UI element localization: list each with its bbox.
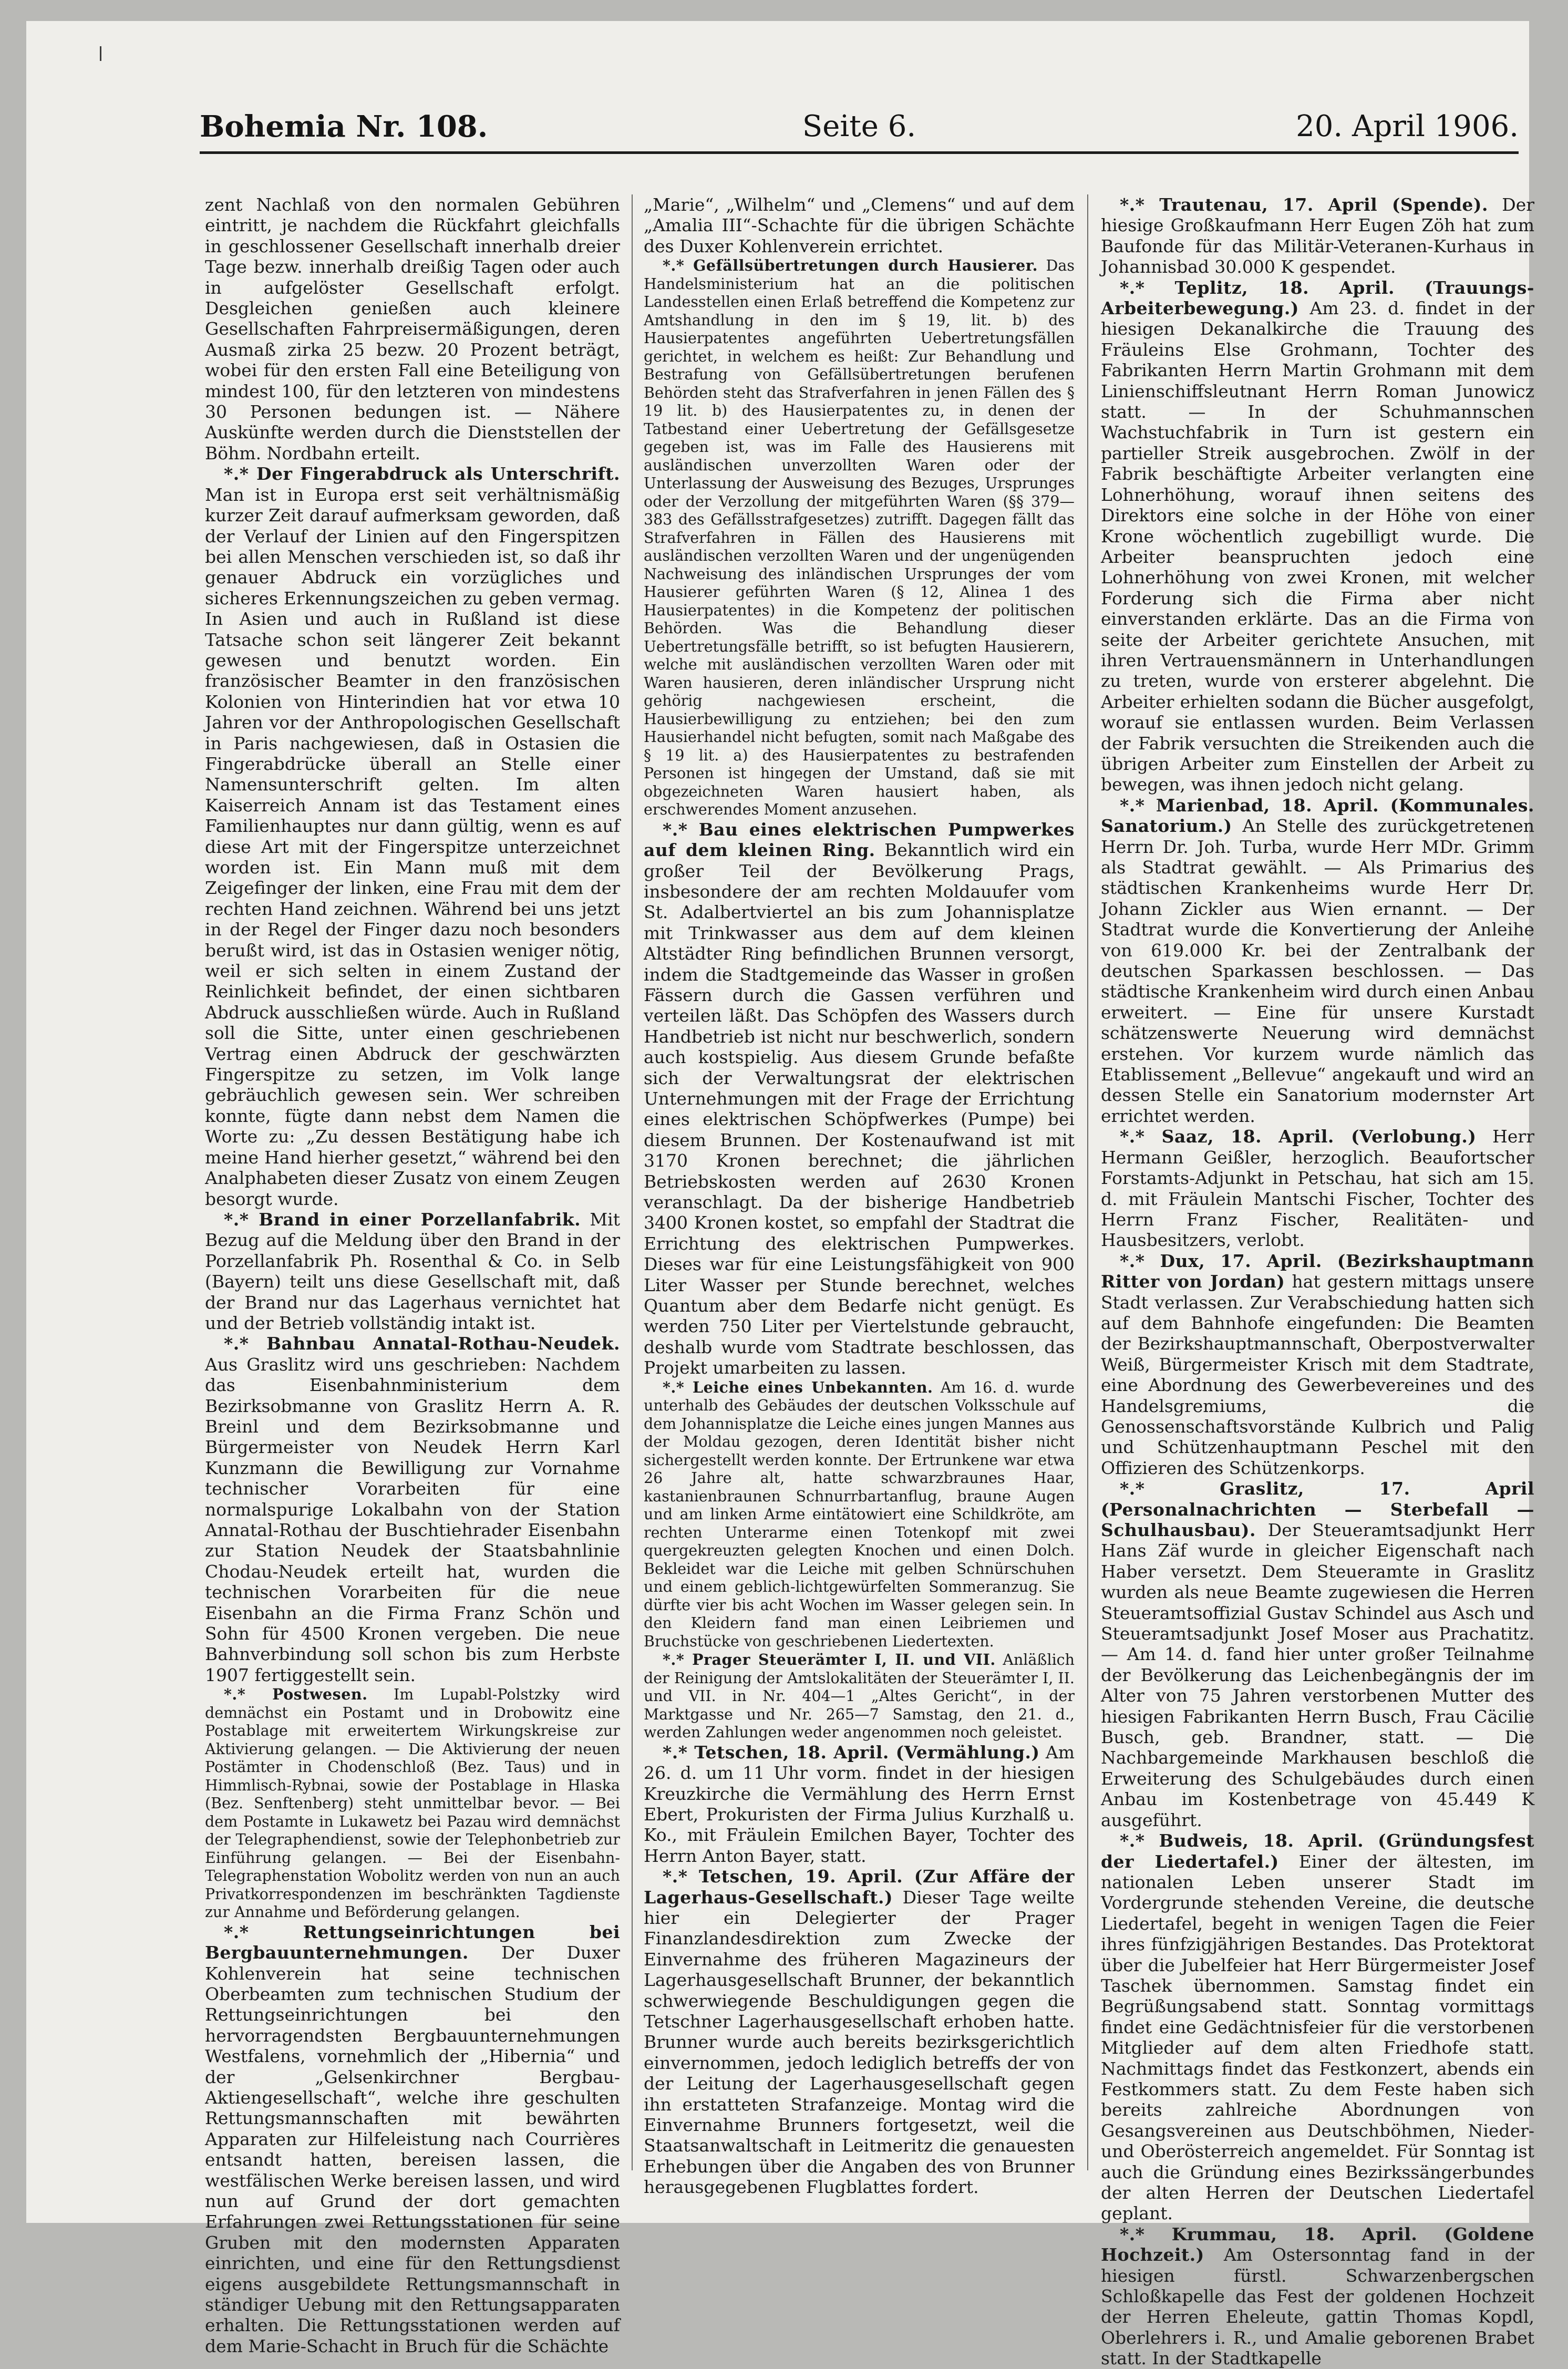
article-paragraph [1101, 194, 1534, 277]
article-headline: *.* Saaz, 18. April. (Verlobung.) [1120, 1126, 1477, 1147]
article-body: Aus Graslitz wird uns geschrieben: Nachdem das Eisenbahnministerium dem Bezirksobmanne von Graslitz Herrn A. R. Breinl und dem Bezirksobmanne und Bürgermeister von Neudek Herrn Karl Kunzmann die Bewilligung zur Vornahme technischer Vorarbeiten für eine normalspurige Lokalbahn von der Station Annatal-Rothau der Buschtiehrader Eisenbahn zur Station Neudek der Staatsbahnlinie Chodau-Neudek erteilt hat, wurden die technischen Vorarbeiten für die neue Eisenbahn an die Firma Franz Schön und Sohn für 4500 Kronen vergeben. Die neue Bahnverbindung soll schon bis zum Herbste 1907 fertiggestellt sein. [205, 1354, 620, 1685]
article-paragraph [1101, 1251, 1534, 1478]
margin-mark [100, 46, 101, 61]
issue-date: 20. April 1906. [1296, 109, 1519, 143]
article-headline: *.* Marienbad, 18. April. (Kommunales. Sanatorium.) [1101, 795, 1534, 837]
article-body: Am 26. d. um 11 Uhr vorm. findet in der hiesigen Kreuzkirche die Vermählung des Herrn Ernst Ebert, Prokuristen der Firma Julius Kurzhalß u. Ko., mit Fräulein Emilchen Bayer, Tochter des Herrn Anton Bayer, statt. [644, 1742, 1075, 1866]
newspaper-title: Bohemia Nr. 108. [200, 109, 488, 144]
article-paragraph [644, 1378, 1075, 1651]
newspaper-page [26, 21, 1534, 2369]
article-headline: *.* Postwesen. [224, 1685, 368, 1704]
article-body: An Stelle des zurückgetretenen Herrn Dr. Joh. Turba, wurde Herr MDr. Grimm als Stadtrat gewählt. — Als Primarius des städtischen Krankenheims wurde Herr Dr. Johann Zickler aus Wien ernannt. — Der Stadtrat wurde die Konvertierung der Anleihe von 619.000 Kr. bei der Zentralbank der deutschen Sparkassen beschlossen. — Das städtische Krankenheim wird durch einen Anbau erweitert. — Eine für unsere Kurstadt schätzenswerte Neuerung wird demnächst erstehen. Vor kurzem wurde nämlich das Etablissement „Bellevue“ angekauft und wird an dessen Stelle ein Sanatorium modernster Art errichtet werden. [1101, 816, 1534, 1126]
article-headline: *.* Krummau, 18. April. (Goldene Hochzeit.) [1101, 2223, 1534, 2265]
article-body: Herr Hermann Geißler, herzoglich. Beaufortscher Forstamts-Adjunkt in Petschau, hat sich am 15. d. mit Fräulein Mantschi Fischer, Tochter des Herrn Franz Fischer, Realitäten- und Hausbesitzers, verlobt. [1101, 1126, 1534, 1251]
column-right [1101, 194, 1534, 2369]
page-number: Seite 6. [802, 109, 916, 143]
article-headline: *.* Tetschen, 18. April. (Vermählung.) [663, 1742, 1040, 1763]
article-headline: *.* Graslitz, 17. April (Personalnachrichten — Sterbefall — Schulhausbau). [1101, 1478, 1534, 1540]
column-middle [644, 194, 1075, 2198]
article-body: Einer der ältesten, im nationalen Leben unserer Stadt im Vordergrunde stehenden Vereine, die deutsche Liedertafel, begeht in wenigen Tagen die Feier ihres fünfzigjährigen Bestandes. Das Protektorat über die Jubelfeier hat Herr Bürgermeister Josef Taschek übernommen. Samstag findet ein Begrüßungsabend statt. Sonntag vormittags findet eine Gedächtnisfeier für die verstorbenen Mitglieder auf dem alten Friedhofe statt. Nachmittags findet das Festkonzert, abends ein Festkommers statt. Zu dem Feste haben sich bereits zahlreiche Abordnungen von Gesangsvereinen aus Deutschböhmen, Nieder- und Oberösterreich angemeldet. Für Sonntag ist auch die Gründung eines Bezirkssängerbundes der alten Herren der Deutschen Liedertafel geplant. [1101, 1851, 1534, 2224]
article-paragraph [205, 1922, 620, 2357]
article-headline: *.* Leiche eines Unbekannten. [663, 1378, 933, 1396]
article-headline: *.* Bau eines elektrischen Pumpwerkes auf dem kleinen Ring. [644, 819, 1075, 861]
article-paragraph [1101, 2224, 1534, 2369]
article-paragraph [205, 1685, 620, 1922]
article-paragraph [644, 256, 1075, 819]
article-paragraph [644, 1742, 1075, 1866]
article-body: Anläßlich der Reinigung der Amtslokalitäten der Steuerämter I, II. und VII. in Nr. 404—1 „Altes Gericht“, in der Marktgasse und Nr. 265—7 Samstag, den 21. d., werden Zahlungen weder angenommen noch geleistet. [644, 1651, 1075, 1742]
article-headline: *.* Rettungseinrichtungen bei Bergbauunternehmungen. [205, 1921, 620, 1963]
article-paragraph [205, 1333, 620, 1685]
article-headline: *.* Dux, 17. April. (Bezirkshauptmann Ritter von Jordan) [1101, 1250, 1534, 1292]
article-body: Der hiesige Großkaufmann Herr Eugen Zöh hat zum Baufonde für das Militär-Veteranen-Kurhaus in Johannisbad 30.000 K gespendet. [1101, 194, 1534, 277]
article-paragraph [644, 819, 1075, 1378]
article-headline: *.* Tetschen, 19. April. (Zur Affäre der Lagerhaus-Gesellschaft.) [644, 1866, 1075, 1908]
column-divider [1087, 194, 1088, 2170]
article-body: Am Ostersonntag fand in der hiesigen fürstl. Schwarzenbergschen Schloßkapelle das Fest der goldenen Hochzeit der Herren Eheleute, gattin Thomas Kopdl, Oberlehrers i. R., und Amalie geborenen Brabet statt. In der Stadtkapelle [1101, 2244, 1534, 2369]
article-body: Am 16. d. wurde unterhalb des Gebäudes der deutschen Volksschule auf dem Johannisplatze die Leiche eines jungen Mannes aus der Moldau gezogen, deren Identität bisher nicht sichergestellt werden konnte. Der Ertrunkene war etwa 26 Jahre alt, hatte schwarzbraunes Haar, kastanienbraunen Schnurrbartanflug, braune Augen und am linken Arme eintätowiert eine Schildkröte, am rechten Unterarme einen Totenkopf mit zwei quergekreuzten gelegten Knochen und einen Dolch. Bekleidet war die Leiche mit gelben Schnürschuhen und einem geblich-lichtgewürfelten Sommeranzug. Sie dürfte vier bis acht Wochen im Wasser gelegen sein. In den Kleidern fand man einen Leibriemen und Bruchstücke von geschriebenen Liedertexten. [644, 1378, 1075, 1650]
column-divider [632, 194, 633, 2170]
article-paragraph [644, 1866, 1075, 2198]
article-body: zent Nachlaß von den normalen Gebühren eintritt, je nachdem die Rückfahrt gleichfalls in geschlossener Gesellschaft innerhalb dreier Tage bezw. innerhalb dreißig Tagen oder auch in aufgelöster Gesellschaft erfolgt. Desgleichen genießen auch kleinere Gesellschaften Fahrpreisermäßigungen, deren Ausmaß zirka 25 bezw. 20 Prozent beträgt, wobei für den ersten Fall eine Beteiligung von mindest 100, für den letzteren von mindestens 30 Personen bedungen ist. — Nähere Auskünfte werden durch die Dienststellen der Böhm. Nordbahn erteilt. [205, 194, 620, 464]
article-body: Mit Bezug auf die Meldung über den Brand in der Porzellanfabrik Ph. Rosenthal & Co. in Selb (Bayern) teilt uns diese Gesellschaft mit, daß der Brand nur das Lagerhaus vernichtet hat und der Betrieb vollständig intakt ist. [205, 1209, 620, 1333]
article-paragraph [1101, 1478, 1534, 1830]
article-body: Das Handelsministerium hat an die politischen Landesstellen einen Erlaß betreffend die Kompetenz zur Amtshandlung in den im § 19, lit. b) des Hausierpatentes angeführten Uebertretungsfällen gerichtet, in welchem es heißt: Zur Behandlung und Bestrafung von Gefällsübertretungen berufenen Behörden steht das Strafverfahren in jenen Fällen des § 19 lit. b) des Hausierpatentes zu, in denen der Tatbestand einer Uebertretung der Gefällsgesetze gegeben ist, was im Falle des Hausierens mit ausländischen unverzollten Waren oder der Unterlassung der Ausweisung des Bezuges, Ursprunges oder der Verzollung der mitgeführten Waren (§§ 379—383 des Gefällsstrafgesetzes) zutrifft. Dagegen fällt das Strafverfahren in Fällen des Hausierens mit ausländischen verzollten Waren und der ungenügenden Nachweisung des inländischen Ursprunges der vom Hausierer geführten Waren (§ 12, Alinea 1 des Hausierpatentes) in die Kompetenz der politischen Behörden. Was die Behandlung dieser Uebertretungsfälle betrifft, so ist befugten Hausierern, welche mit ausländischen verzollten Waren oder mit Waren hausieren, deren inländischer Ursprung nicht gehörig nachgewiesen erscheint, die Hausierbewilligung zu entziehen; bei den zum Hausierhandel nicht befugten, somit nach Maßgabe des § 19 lit. a) des Hausierpatentes zu bestrafenden Personen ist hingegen der Umstand, daß sie mit obgezeichneten Waren hausiert haben, als erschwerendes Moment anzusehen. [644, 257, 1075, 819]
article-headline: *.* Gefällsübertretungen durch Hausierer. [663, 256, 1038, 275]
article-body: Im Lupabl-Polstzky wird demnächst ein Postamt und in Drobowitz eine Postablage mit erweitertem Wirkungskreise zur Aktivierung gelangen. — Die Aktivierung der neuen Postämter in Chodenschloß (Bez. Taus) und in Himmlisch-Rybnai, sowie der Postablage in Hlaska (Bez. Senftenberg) steht unmittelbar bevor. — Bei dem Postamte in Lukawetz bei Pazau wird demnächst der Telegraphendienst, sowie der Telephonbetrieb zur Einführung gelangen. — Bei der Eisenbahn-Telegraphenstation Wobolitz werden von nun an auch Privatkorrespondenzen im beschränkten Tagdienste zur Annahme und Beförderung gelangen. [205, 1686, 621, 1921]
article-body: Man ist in Europa erst seit verhältnismäßig kurzer Zeit darauf aufmerksam geworden, daß der Verlauf der Linien auf den Fingerspitzen bei allen Menschen verschieden ist, so daß ihr genauer Abdruck ein vorzügliches und sicheres Erkennungszeichen zu geben vermag. In Asien und auch in Rußland ist diese Tatsache schon seit längerer Zeit bekannt gewesen und benutzt worden. Ein französischer Beamter in den französischen Kolonien von Hinterindien hat vor etwa 10 Jahren vor der Anthropologischen Gesellschaft in Paris nachgewiesen, daß in Ostasien die Fingerabdrücke überall an Stelle einer Namensunterschrift gelten. Im alten Kaiserreich Annam ist das Testament eines Familienhauptes nur dann gültig, wenn es auf diese Art mit der Fingerspitze unterzeichnet worden ist. Ein Mann muß mit dem Zeigefinger der linken, eine Frau mit dem der rechten Hand zeichnen. Während bei uns jetzt in der Regel der Finger dazu noch besonders berußt wird, ist das in Ostasien weniger nötig, weil er sich selten in einem Zustand der Reinlichkeit befindet, der einen sichtbaren Abdruck ausschließen würde. Auch in Rußland soll die Sitte, unter einen geschriebenen Vertrag einen Abdruck der geschwärzten Fingerspitze zu setzen, im Volk lange gebräuchlich gewesen sein. Wer schreiben konnte, fügte dann nebst dem Namen die Worte zu: „Zu dessen Bestätigung habe ich meine Hand hierher gesetzt,“ während bei den Analphabeten dieser Zusatz von einem Zeugen besorgt wurde. [205, 484, 620, 1209]
article-body: hat gestern mittags unsere Stadt verlassen. Zur Verabschiedung hatten sich auf dem Bahnhofe eingefunden: Die Beamten der Bezirkshauptmannschaft, Oberpostverwalter Weiß, Bürgermeister Krisch mit dem Stadtrate, eine Abordnung des Gewerbevereines und des Handelsgremiums, die Genossenschaftsvorstände Kulbrich und Palig und Schützenhauptmann Peschel mit den Offizieren des Schützenkorps. [1101, 1271, 1534, 1478]
article-paragraph [644, 194, 1075, 256]
column-left [205, 194, 621, 2356]
article-body: Am 23. d. findet in der hiesigen Dekanalkirche die Trauung des Fräuleins Else Grohmann, Tochter des Fabrikanten Herrn Martin Grohmann mit dem Linienschiffsleutnant Herrn Roman Junowicz statt. — In der Schuhmannschen Wachstuchfabrik in Turn ist gestern ein partieller Streik ausgebrochen. Zwölf in der Fabrik beschäftigte Arbeiter verlangten eine Lohnerhöhung, worauf ihnen seitens des Direktors eine solche in der Höhe von einer Krone wöchentlich zugebilligt wurde. Die Arbeiter beanspruchten jedoch eine Lohnerhöhung von zwei Kronen, mit welcher Forderung sich die Firma aber nicht einverstanden erklärte. Das an die Firma von seite der Arbeiter gerichtete Ansuchen, mit ihren Vertrauensmännern in Unterhandlungen zu treten, wurde von ersterer abgelehnt. Die Arbeiter erhielten sodann die Bücher ausgefolgt, worauf sie entlassen wurden. Beim Verlassen der Fabrik versuchten die Streikenden auch die übrigen Arbeiter zum Einstellen der Arbeit zu bewegen, was ihnen jedoch nicht gelang. [1101, 298, 1534, 795]
article-body: Dieser Tage weilte hier ein Delegierter der Prager Finanzlandesdirektion zum Zwecke der Einvernahme des früheren Magazineurs der Lagerhausgesellschaft Brunner, der bekanntlich schwerwiegende Beschuldigungen gegen die Tetschner Lagerhausgesellschaft erhoben hatte. Brunner wurde auch bereits bezirksgerichtlich einvernommen, jedoch lediglich betreffs der von der Leitung der Lagerhausgesellschaft gegen ihn erstatteten Strafanzeige. Montag wird die Einvernahme Brunners fortgesetzt, weil die Staatsanwaltschaft in Leitmeritz die genauesten Erhebungen über die Angaben des von Brunner herausgegebenen Flugblattes fordert. [644, 1887, 1075, 2198]
article-paragraph [205, 464, 620, 1209]
article-paragraph [1101, 795, 1534, 1127]
article-headline: *.* Prager Steuerämter I, II. und VII. [663, 1651, 996, 1669]
article-paragraph [1101, 1830, 1534, 2224]
article-paragraph [1101, 277, 1534, 795]
article-paragraph [205, 194, 620, 464]
article-headline: *.* Der Fingerabdruck als Unterschrift. [224, 464, 620, 485]
masthead [200, 104, 1519, 154]
article-body: Bekanntlich wird ein großer Teil der Bevölkerung Prags, insbesondere der am rechten Moldauufer vom St. Adalbertviertel an bis zum Johannisplatze mit Trinkwasser aus dem auf dem kleinen Altstädter Ring befindlichen Brunnen versorgt, indem die Stadtgemeinde das Wasser in großen Fässern durch die Gassen verführen und verteilen läßt. Das Schöpfen des Wassers durch Handbetrieb ist nicht nur beschwerlich, sondern auch kostspielig. Aus diesem Grunde befaßte sich der Verwaltungsrat der elektrischen Unternehmungen mit der Frage der Errichtung eines elektrischen Schöpfwerkes (Pumpe) bei diesem Brunnen. Der Kostenaufwand ist mit 3170 Kronen berechnet; die jährlichen Betriebskosten werden auf 2630 Kronen veranschlagt. Da der bisherige Handbetrieb 3400 Kronen kostet, so empfahl der Stadtrat die Errichtung des elektrischen Pumpwerkes. Dieses war für eine Leistungsfähigkeit von 900 Liter Wasser per Stunde berechnet, welches Quantum aber dem Bedarfe nicht genügt. Es werden 750 Liter per Viertelstunde gebraucht, deshalb wurde vom Stadtrate beschlossen, das Projekt umarbeiten zu lassen. [644, 840, 1075, 1378]
article-headline: *.* Brand in einer Porzellanfabrik. [224, 1209, 581, 1230]
article-body: „Marie“, „Wilhelm“ und „Clemens“ und auf dem „Amalia III“-Schachte für die übrigen Schächte des Duxer Kohlenverein errichtet. [644, 194, 1075, 256]
article-headline: *.* Trautenau, 17. April (Spende). [1120, 194, 1489, 215]
article-paragraph [644, 1651, 1075, 1742]
article-paragraph [1101, 1126, 1534, 1250]
article-headline: *.* Bahnbau Annatal-Rothau-Neudek. [224, 1333, 620, 1354]
article-headline: *.* Budweis, 18. April. (Gründungsfest der Liedertafel.) [1101, 1830, 1534, 1872]
article-headline: *.* Teplitz, 18. April. (Trauungs-Arbeiterbewegung.) [1101, 277, 1534, 319]
article-paragraph [205, 1209, 620, 1333]
article-body: Der Duxer Kohlenverein hat seine technischen Oberbeamten zum technischen Studium der Rettungseinrichtungen bei den hervorragendsten Bergbauunternehmungen Westfalens, vornehmlich der „Hibernia“ und der „Gelsenkirchner Bergbau-Aktiengesellschaft“, welche ihre geschulten Rettungsmannschaften mit bewährten Apparaten zur Hilfeleistung nach Courrières entsandt hatten, bereisen lassen, die westfälischen Werke bereisen lassen, und wird nun auf Grund der dort gemachten Erfahrungen zwei Rettungsstationen für seine Gruben mit den modernsten Apparaten einrichten, und eine für den Rettungsdienst eigens ausgebildete Rettungsmannschaft in ständiger Uebung mit den Rettungsapparaten erhalten. Die Rettungsstationen werden auf dem Marie-Schacht in Bruch für die Schächte [205, 1942, 620, 2356]
article-body: Der Steueramtsadjunkt Herr Hans Zäf wurde in gleicher Eigenschaft nach Haber versetzt. Dem Steueramte in Graslitz wurden als neue Beamte zugewiesen die Herren Steueramtsoffizial Gustav Schindel aus Asch und Steueramtsadjunkt Josef Moser aus Prachatitz. — Am 14. d. fand hier unter großer Teilnahme der Bevölkerung das Leichenbegängnis der im Alter von 75 Jahren verstorbenen Mutter des hiesigen Fabrikanten Herrn Busch, Frau Cäcilie Busch, geb. Brandner, statt. — Die Nachbargemeinde Markhausen beschloß die Erweiterung des Schulgebäudes durch einen Anbau im Kostenbetrage von 45.449 K ausgeführt. [1101, 1520, 1534, 1830]
